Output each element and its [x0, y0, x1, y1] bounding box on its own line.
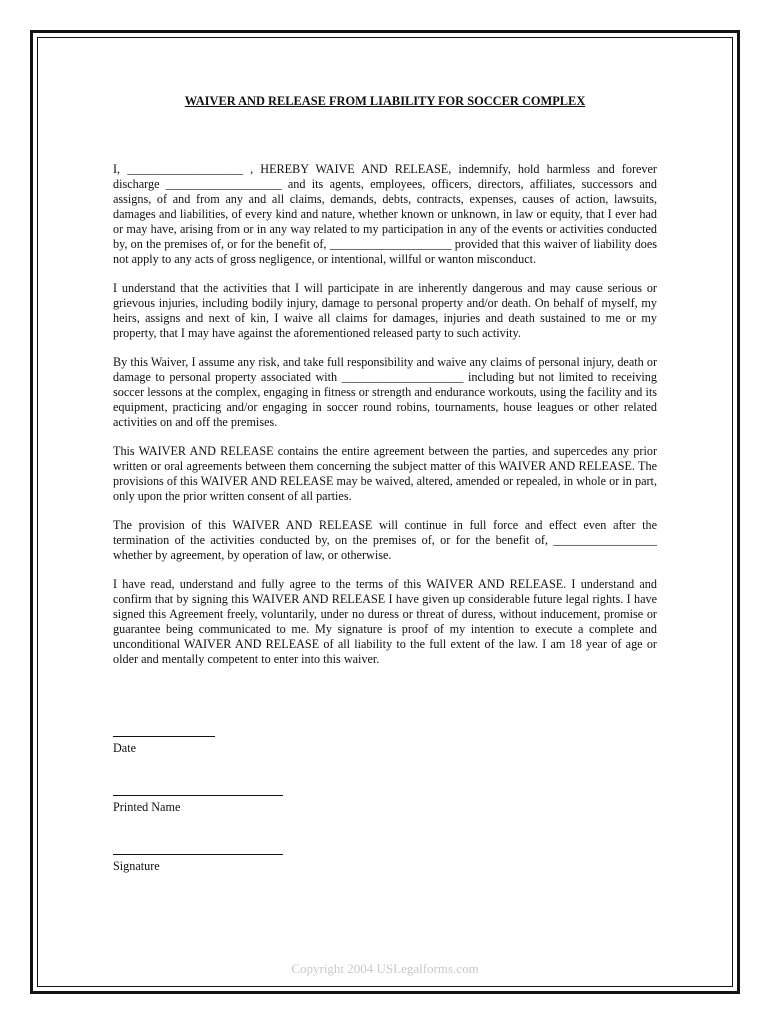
signature-line — [113, 854, 283, 855]
signature-label: Signature — [113, 859, 160, 873]
date-line — [113, 736, 215, 737]
date-label: Date — [113, 741, 137, 755]
date-field[interactable] — [113, 736, 215, 756]
printed-name-line — [113, 795, 283, 796]
paragraph-release: I, ___________________ , HEREBY WAIVE AND RELEASE, indemnify, hold harmless and forever discharge ___________________ and its agents, employees, officers, directors, affiliates, successors and assigns, of and from any and all claims, demands, debts, contracts, expenses, causes of action, lawsuits, damages and liabilities, of every kind and nature, whether known or unknown, in law or equity, that I ever had or may have, arising from or in any way related to my participation in any of the events or activities conducted by, on the premises of, or for the benefit of, ____________________ provided that this waiver of liability does not apply to any acts of gross negligence, or intentional, willful or wanton misconduct. — [113, 162, 657, 266]
copyright-footer: Copyright 2004 USLegalforms.com — [291, 961, 479, 976]
paragraph-entire-agreement: This WAIVER AND RELEASE contains the entire agreement between the parties, and supercedes any prior written or oral agreements between them concerning the subject matter of this WAIVER AND RELEASE. The provisions of this WAIVER AND RELEASE may be waived, altered, amended or repealed, in whole or in part, only upon the prior written consent of all parties. — [113, 444, 657, 503]
document-body — [113, 94, 657, 681]
document-title: WAIVER AND RELEASE FROM LIABILITY FOR SOCCER COMPLEX — [184, 94, 586, 108]
paragraph-acknowledgement: I have read, understand and fully agree to the terms of this WAIVER AND RELEASE. I understand and confirm that by signing this WAIVER AND RELEASE I have given up considerable future legal rights. I have signed this Agreement freely, voluntarily, under no duress or threat of duress, without inducement, promise or guarantee being communicated to me. My signature is proof of my intention to execute a complete and unconditional WAIVER AND RELEASE of all liability to the full extent of the law. I am 18 year of age or older and mentally competent to enter into this waiver. — [113, 577, 657, 666]
signature-field[interactable] — [113, 854, 283, 874]
printed-name-field[interactable] — [113, 795, 283, 815]
paragraph-continuation: The provision of this WAIVER AND RELEASE will continue in full force and effect even after the termination of the activities conducted by, on the premises of, or for the benefit of, _________________ whether by agreement, by operation of law, or otherwise. — [113, 518, 657, 562]
paragraph-assumption: By this Waiver, I assume any risk, and take full responsibility and waive any claims of personal injury, death or damage to personal property associated with ____________________ including but not limited to receiving soccer lessons at the complex, engaging in fitness or strength and endurance workouts, using the facility and its equipment, practicing and/or engaging in soccer round robins, tournaments, house leagues or other related activities on and off the premises. — [113, 355, 657, 429]
paragraph-risks: I understand that the activities that I will participate in are inherently dangerous and may cause serious or grievous injuries, including bodily injury, damage to personal property and/or death. On behalf of myself, my heirs, assigns and next of kin, I waive all claims for damages, injuries and death sustained to me or my property, that I may have against the aforementioned released party to such activity. — [113, 281, 657, 340]
printed-name-label: Printed Name — [113, 800, 181, 814]
